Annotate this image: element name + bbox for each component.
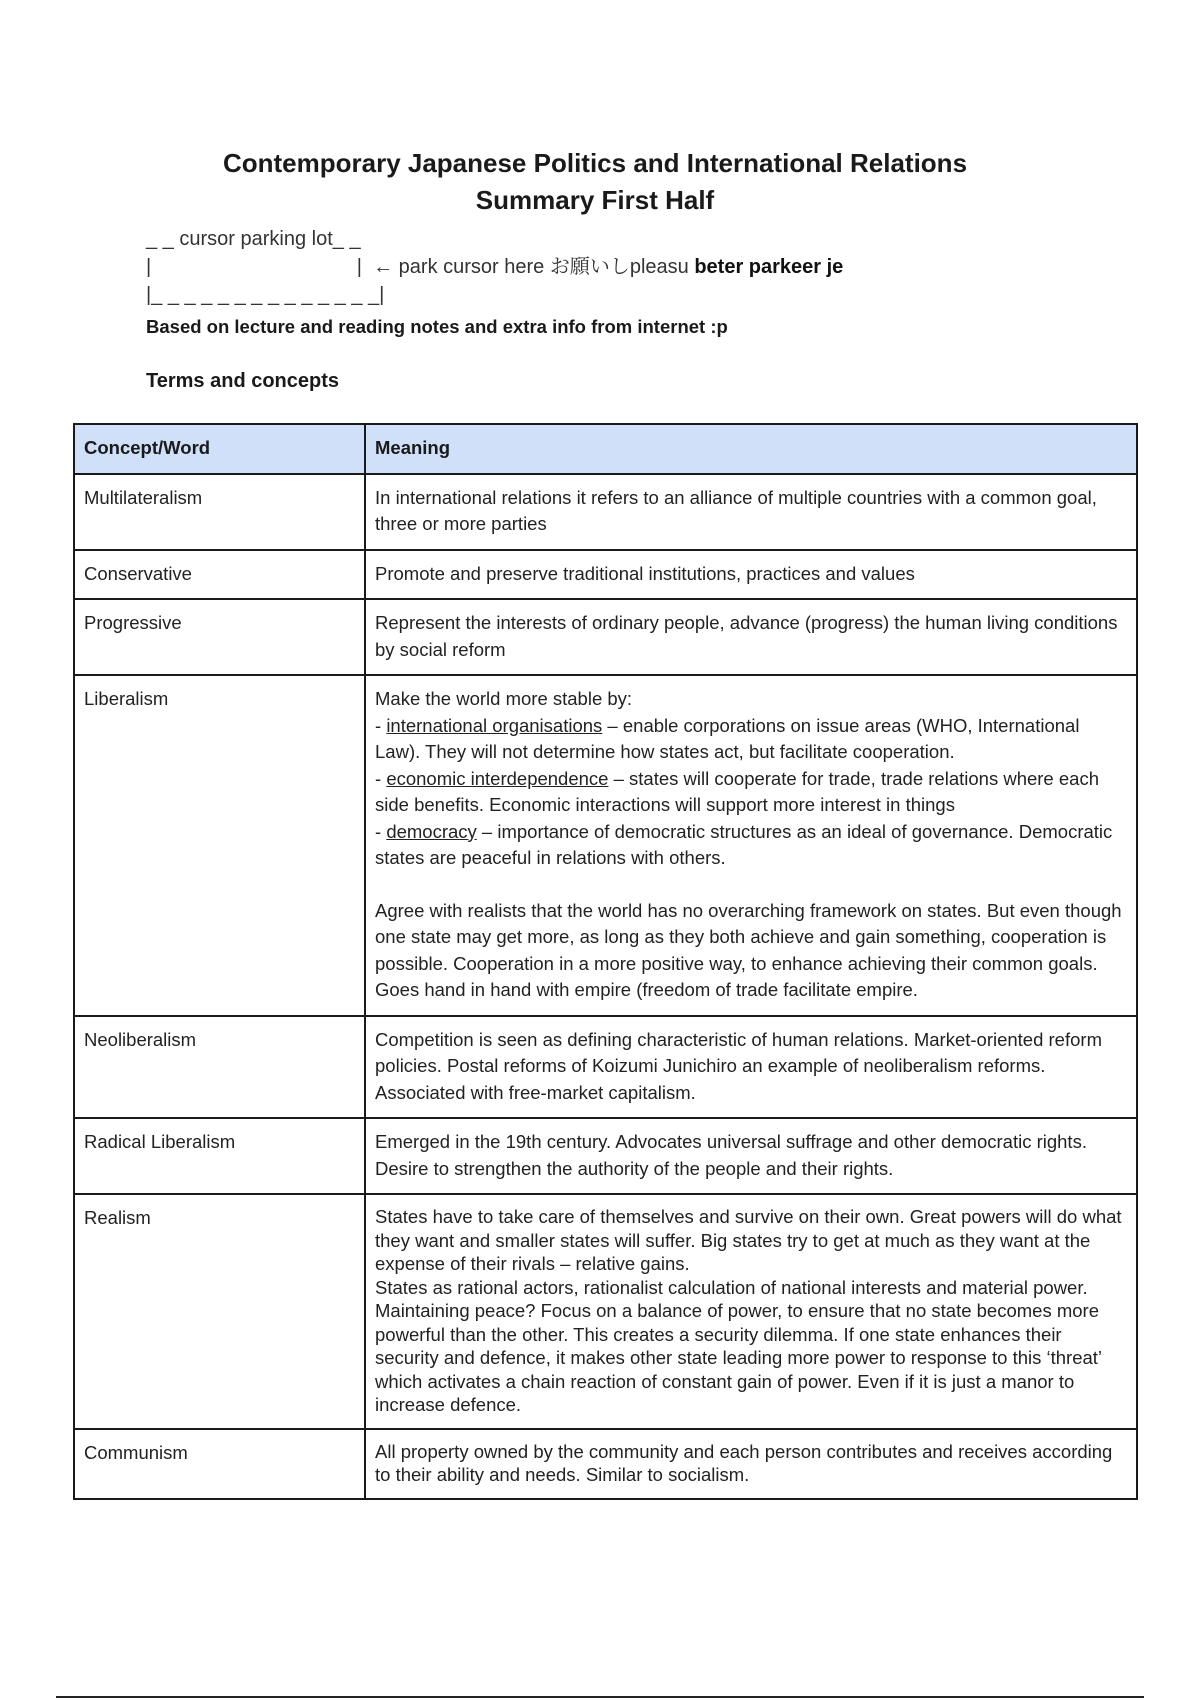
parking-note: | | ← park cursor here お願いしpleasu xyxy=(146,256,695,278)
page-bottom-rule xyxy=(56,1696,1144,1698)
realism-paragraph: States as rational actors, rationalist calculation of national interests and material power. xyxy=(375,1276,1088,1298)
realism-paragraph: Maintaining peace? Focus on a balance of power, to ensure that no state becomes more powerful than the other. This creates a security dilemma. If one state enhances their security and defence, it makes other state leading more power to response to this ‘threat’ which activates a chain reaction of constant gain of power. Even if it is just a manor to increase defence. xyxy=(375,1300,1102,1415)
table-row xyxy=(74,550,1137,600)
meaning-cell xyxy=(365,1194,1137,1429)
concept-cell: Progressive xyxy=(74,599,365,675)
cursor-parking-lot-bottom: |_ _ _ _ _ _ _ _ _ _ _ _ _ _| xyxy=(146,284,385,306)
concept-cell: Neoliberalism xyxy=(74,1016,365,1119)
cursor-parking-lot-middle[interactable] xyxy=(146,254,843,280)
header-meaning: Meaning xyxy=(365,424,1137,474)
liberalism-closing: Agree with realists that the world has no overarching framework on states. But even though one state may get more, as long as they both achieve and gain something, cooperation is possible. Cooperation in a more positive way, to enhance achieving their common goals. Goes hand in hand with empire (freedom of trade facilitate empire. xyxy=(375,899,1122,1000)
table-row xyxy=(74,474,1137,550)
source-note: Based on lecture and reading notes and extra info from internet :p xyxy=(146,316,728,337)
meaning-cell: Promote and preserve traditional institutions, practices and values xyxy=(365,550,1137,600)
table-row xyxy=(74,675,1137,1016)
concept-cell: Liberalism xyxy=(74,675,365,1016)
liberalism-term: economic interdependence xyxy=(386,767,609,789)
terms-table xyxy=(73,423,1138,1500)
meaning-cell: Emerged in the 19th century. Advocates universal suffrage and other democratic rights. Desire to strengthen the authority of the people and their rights. xyxy=(365,1118,1137,1194)
document-title: Contemporary Japanese Politics and International Relations xyxy=(222,148,968,178)
liberalism-term: international organisations xyxy=(386,714,603,736)
meaning-cell xyxy=(365,675,1137,1016)
concept-cell: Radical Liberalism xyxy=(74,1118,365,1194)
parking-note-bold: beter parkeer je xyxy=(694,256,844,278)
document-subtitle: Summary First Half xyxy=(475,185,715,215)
meaning-cell: Competition is seen as defining characteristic of human relations. Market-oriented reform policies. Postal reforms of Koizumi Junichiro an example of neoliberalism reforms. Associated with free-market capitalism. xyxy=(365,1016,1137,1119)
concept-cell: Conservative xyxy=(74,550,365,600)
table-row xyxy=(74,1194,1137,1429)
realism-paragraph: States have to take care of themselves and survive on their own. Great powers will do what they want and smaller states will suffer. Big states try to get at much as they want at the expense of their rivals – relative gains. xyxy=(375,1206,1122,1274)
table-header-row xyxy=(74,424,1137,474)
liberalism-point: - economic interdependence – states will cooperate for trade, trade relations where each side benefits. Economic interactions will support more interest in things xyxy=(375,767,1099,815)
section-heading: Terms and concepts xyxy=(146,370,340,392)
meaning-cell: All property owned by the community and each person contributes and receives according to their ability and needs. Similar to socialism. xyxy=(365,1429,1137,1499)
meaning-cell: In international relations it refers to an alliance of multiple countries with a common goal, three or more parties xyxy=(365,474,1137,550)
header-concept: Concept/Word xyxy=(74,424,365,474)
concept-cell: Realism xyxy=(74,1194,365,1429)
liberalism-point: - democracy – importance of democratic structures as an ideal of governance. Democratic states are peaceful in relations with others. xyxy=(375,820,1113,868)
table-row xyxy=(74,1016,1137,1119)
table-row xyxy=(74,599,1137,675)
liberalism-intro: Make the world more stable by: xyxy=(375,688,633,709)
table-row xyxy=(74,1429,1137,1499)
liberalism-point: - international organisations – enable corporations on issue areas (WHO, International Law). They will not determine how states act, but facilitate cooperation. xyxy=(375,714,1080,762)
concept-cell: Communism xyxy=(74,1429,365,1499)
liberalism-term: democracy xyxy=(386,820,477,842)
meaning-cell: Represent the interests of ordinary people, advance (progress) the human living conditions by social reform xyxy=(365,599,1137,675)
table-row xyxy=(74,1118,1137,1194)
concept-cell: Multilateralism xyxy=(74,474,365,550)
cursor-parking-lot-top: _ _ cursor parking lot_ _ xyxy=(146,228,361,250)
